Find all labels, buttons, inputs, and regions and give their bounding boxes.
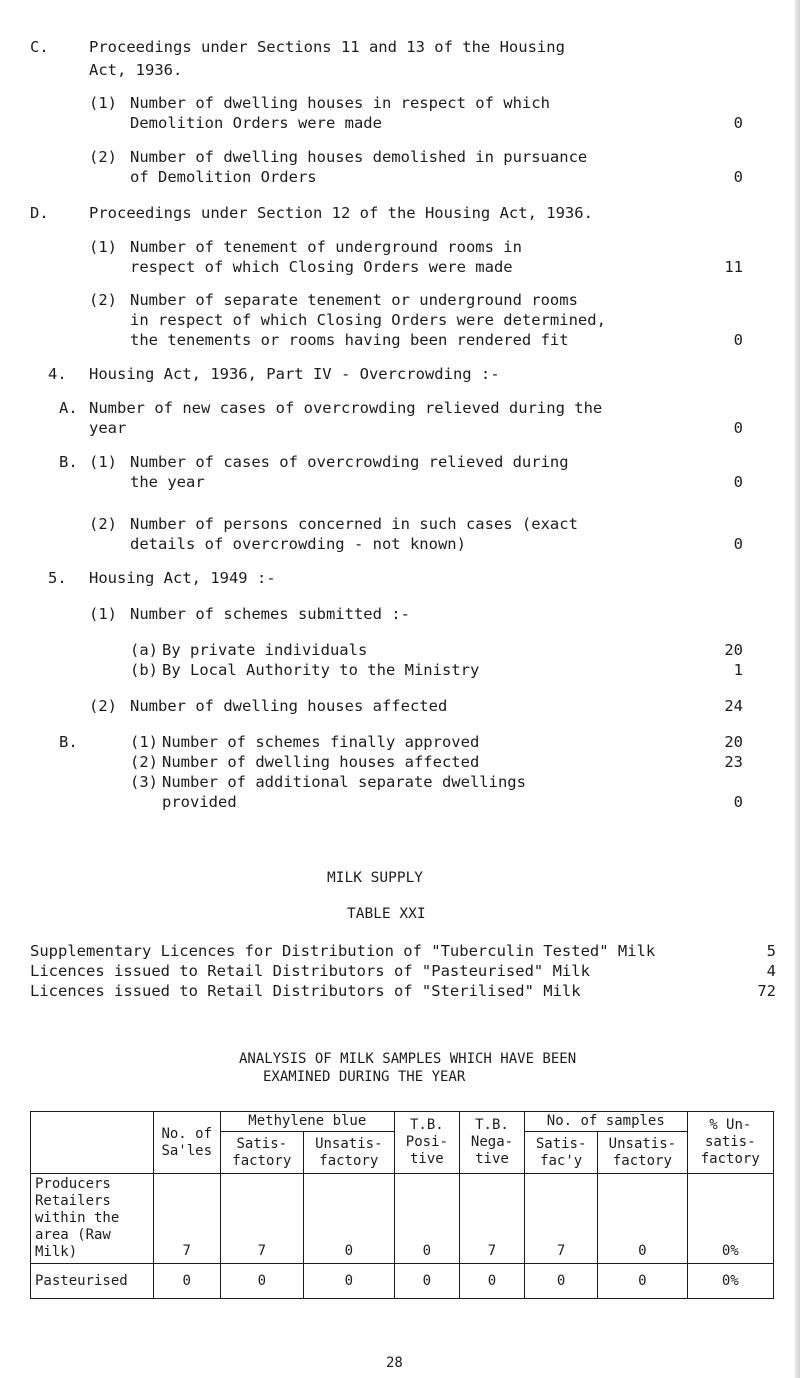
cell-s-satisfactory: 7 [525,1174,598,1264]
licence-ster: Licences issued to Retail Distributors of "Sterilised" Milk [30,982,581,1000]
d2-text-cont2: the tenements or rooms having been rendered fit [130,331,569,349]
cell-mb-unsatisfactory: 0 [303,1264,394,1299]
cell-s-unsatisfactory: 0 [598,1264,687,1299]
cell-tb-negative: 0 [459,1264,524,1299]
s5-2-value: 24 [724,697,743,715]
cell-mb-satisfactory: 7 [220,1174,303,1264]
s4a-letter: A. [59,399,78,417]
s4b2-text: Number of persons concerned in such cases (exact [130,515,578,533]
c1-marker: (1) [89,94,117,112]
s5b3-value: 0 [733,793,743,811]
scan-edge-shadow [794,0,800,1378]
section-c-letter: C. [30,38,49,56]
section-4-number: 4. [48,365,67,383]
s5-1b-marker: (b) [130,661,158,679]
s5b2-marker: (2) [130,753,158,771]
section-d-title: Proceedings under Section 12 of the Housing Act, 1936. [89,204,593,222]
d2-value: 0 [733,331,743,349]
c2-marker: (2) [89,148,117,166]
d2-marker: (2) [89,291,117,309]
s5b3-text-cont: provided [162,793,237,811]
section-c-title: Proceedings under Sections 11 and 13 of the Housing [89,38,565,56]
licence-tt: Supplementary Licences for Distribution of "Tuberculin Tested" Milk [30,942,656,960]
s5-1b-text: By Local Authority to the Ministry [162,661,480,679]
c1-text: Number of dwelling houses in respect of which [130,94,550,112]
s5b1-marker: (1) [130,733,158,751]
cell-pct-unsatisfactory: 0% [687,1174,773,1264]
d2-text: Number of separate tenement or underground rooms [130,291,578,309]
cell-no-of-sales: 7 [153,1174,220,1264]
header-no-of-samples: No. of samples [525,1112,687,1132]
s4b1-value: 0 [733,473,743,491]
c2-text-cont: of Demolition Orders [130,168,317,186]
s4a-text: Number of new cases of overcrowding relieved during the [89,399,603,417]
s4b2-marker: (2) [89,515,117,533]
s4b1-text: Number of cases of overcrowding relieved during [130,453,569,471]
s5b2-text: Number of dwelling houses affected [162,753,480,771]
section-4-title: Housing Act, 1936, Part IV - Overcrowding :- [89,365,500,383]
cell-mb-unsatisfactory: 0 [303,1174,394,1264]
milk-table-label: TABLE XXI [347,906,426,922]
header-pct-unsatisfactory: % Un- satis- factory [687,1112,773,1174]
row-label-raw-milk: Producers Retailers within the area (Raw Milk) [31,1174,154,1264]
s5-1-text: Number of schemes submitted :- [130,605,410,623]
section-d-letter: D. [30,204,49,222]
section-5-number: 5. [48,569,67,587]
s5b3-marker: (3) [130,773,158,791]
s5-2-marker: (2) [89,697,117,715]
c2-text: Number of dwelling houses demolished in pursuance [130,148,588,166]
header-methylene-blue: Methylene blue [220,1112,394,1132]
header-blank [31,1112,154,1174]
d1-text-cont: respect of which Closing Orders were made [130,258,513,276]
s4b-letter: B. [59,453,78,471]
d1-text: Number of tenement of underground rooms in [130,238,522,256]
section-c-title-cont: Act, 1936. [89,61,183,79]
licence-ster-value: 72 [757,982,776,1000]
s4b1-marker: (1) [89,453,117,471]
cell-tb-positive: 0 [394,1174,459,1264]
d1-value: 11 [724,258,743,276]
licence-past: Licences issued to Retail Distributors of "Pasteurised" Milk [30,962,590,980]
analysis-title: ANALYSIS OF MILK SAMPLES WHICH HAVE BEEN [239,1051,577,1067]
s5b-letter: B. [59,733,78,751]
s4a-value: 0 [733,419,743,437]
header-mb-unsatisfactory: Unsatis- factory [303,1132,394,1174]
s5-1a-value: 20 [724,641,743,659]
s4b1-text-cont: the year [130,473,205,491]
table-row [31,1174,774,1264]
cell-no-of-sales: 0 [153,1264,220,1299]
page-number: 28 [386,1355,403,1371]
cell-tb-negative: 7 [459,1174,524,1264]
header-s-unsatisfactory: Unsatis- factory [598,1132,687,1174]
analysis-title-cont: EXAMINED DURING THE YEAR [263,1069,466,1085]
s4b2-text-cont: details of overcrowding - not known) [130,535,466,553]
milk-supply-heading: MILK SUPPLY [327,870,424,886]
header-s-satisfactory: Satis- fac'y [525,1132,598,1174]
cell-mb-satisfactory: 0 [220,1264,303,1299]
licence-past-value: 4 [766,962,776,980]
s4a-text-cont: year [89,419,127,437]
c2-value: 0 [733,168,743,186]
s5-1a-marker: (a) [130,641,158,659]
s5-1a-text: By private individuals [162,641,368,659]
cell-s-satisfactory: 0 [525,1264,598,1299]
header-tb-negative: T.B. Nega- tive [459,1112,524,1174]
cell-pct-unsatisfactory: 0% [687,1264,773,1299]
licence-tt-value: 5 [766,942,776,960]
s5b1-value: 20 [724,733,743,751]
s5b3-text: Number of additional separate dwellings [162,773,526,791]
header-no-of-sales: No. of Sa'les [153,1112,220,1174]
header-tb-positive: T.B. Posi- tive [394,1112,459,1174]
c1-value: 0 [733,114,743,132]
s5-1-marker: (1) [89,605,117,623]
cell-s-unsatisfactory: 0 [598,1174,687,1264]
section-5-title: Housing Act, 1949 :- [89,569,276,587]
s4b2-value: 0 [733,535,743,553]
s5-1b-value: 1 [733,661,743,679]
s5-2-text: Number of dwelling houses affected [130,697,448,715]
milk-analysis-table [30,1111,774,1299]
cell-tb-positive: 0 [394,1264,459,1299]
c1-text-cont: Demolition Orders were made [130,114,382,132]
header-mb-satisfactory: Satis- factory [220,1132,303,1174]
table-row [31,1264,774,1299]
s5b1-text: Number of schemes finally approved [162,733,480,751]
row-label-pasteurised: Pasteurised [31,1264,154,1299]
d1-marker: (1) [89,238,117,256]
d2-text-cont: in respect of which Closing Orders were determined, [130,311,606,329]
s5b2-value: 23 [724,753,743,771]
